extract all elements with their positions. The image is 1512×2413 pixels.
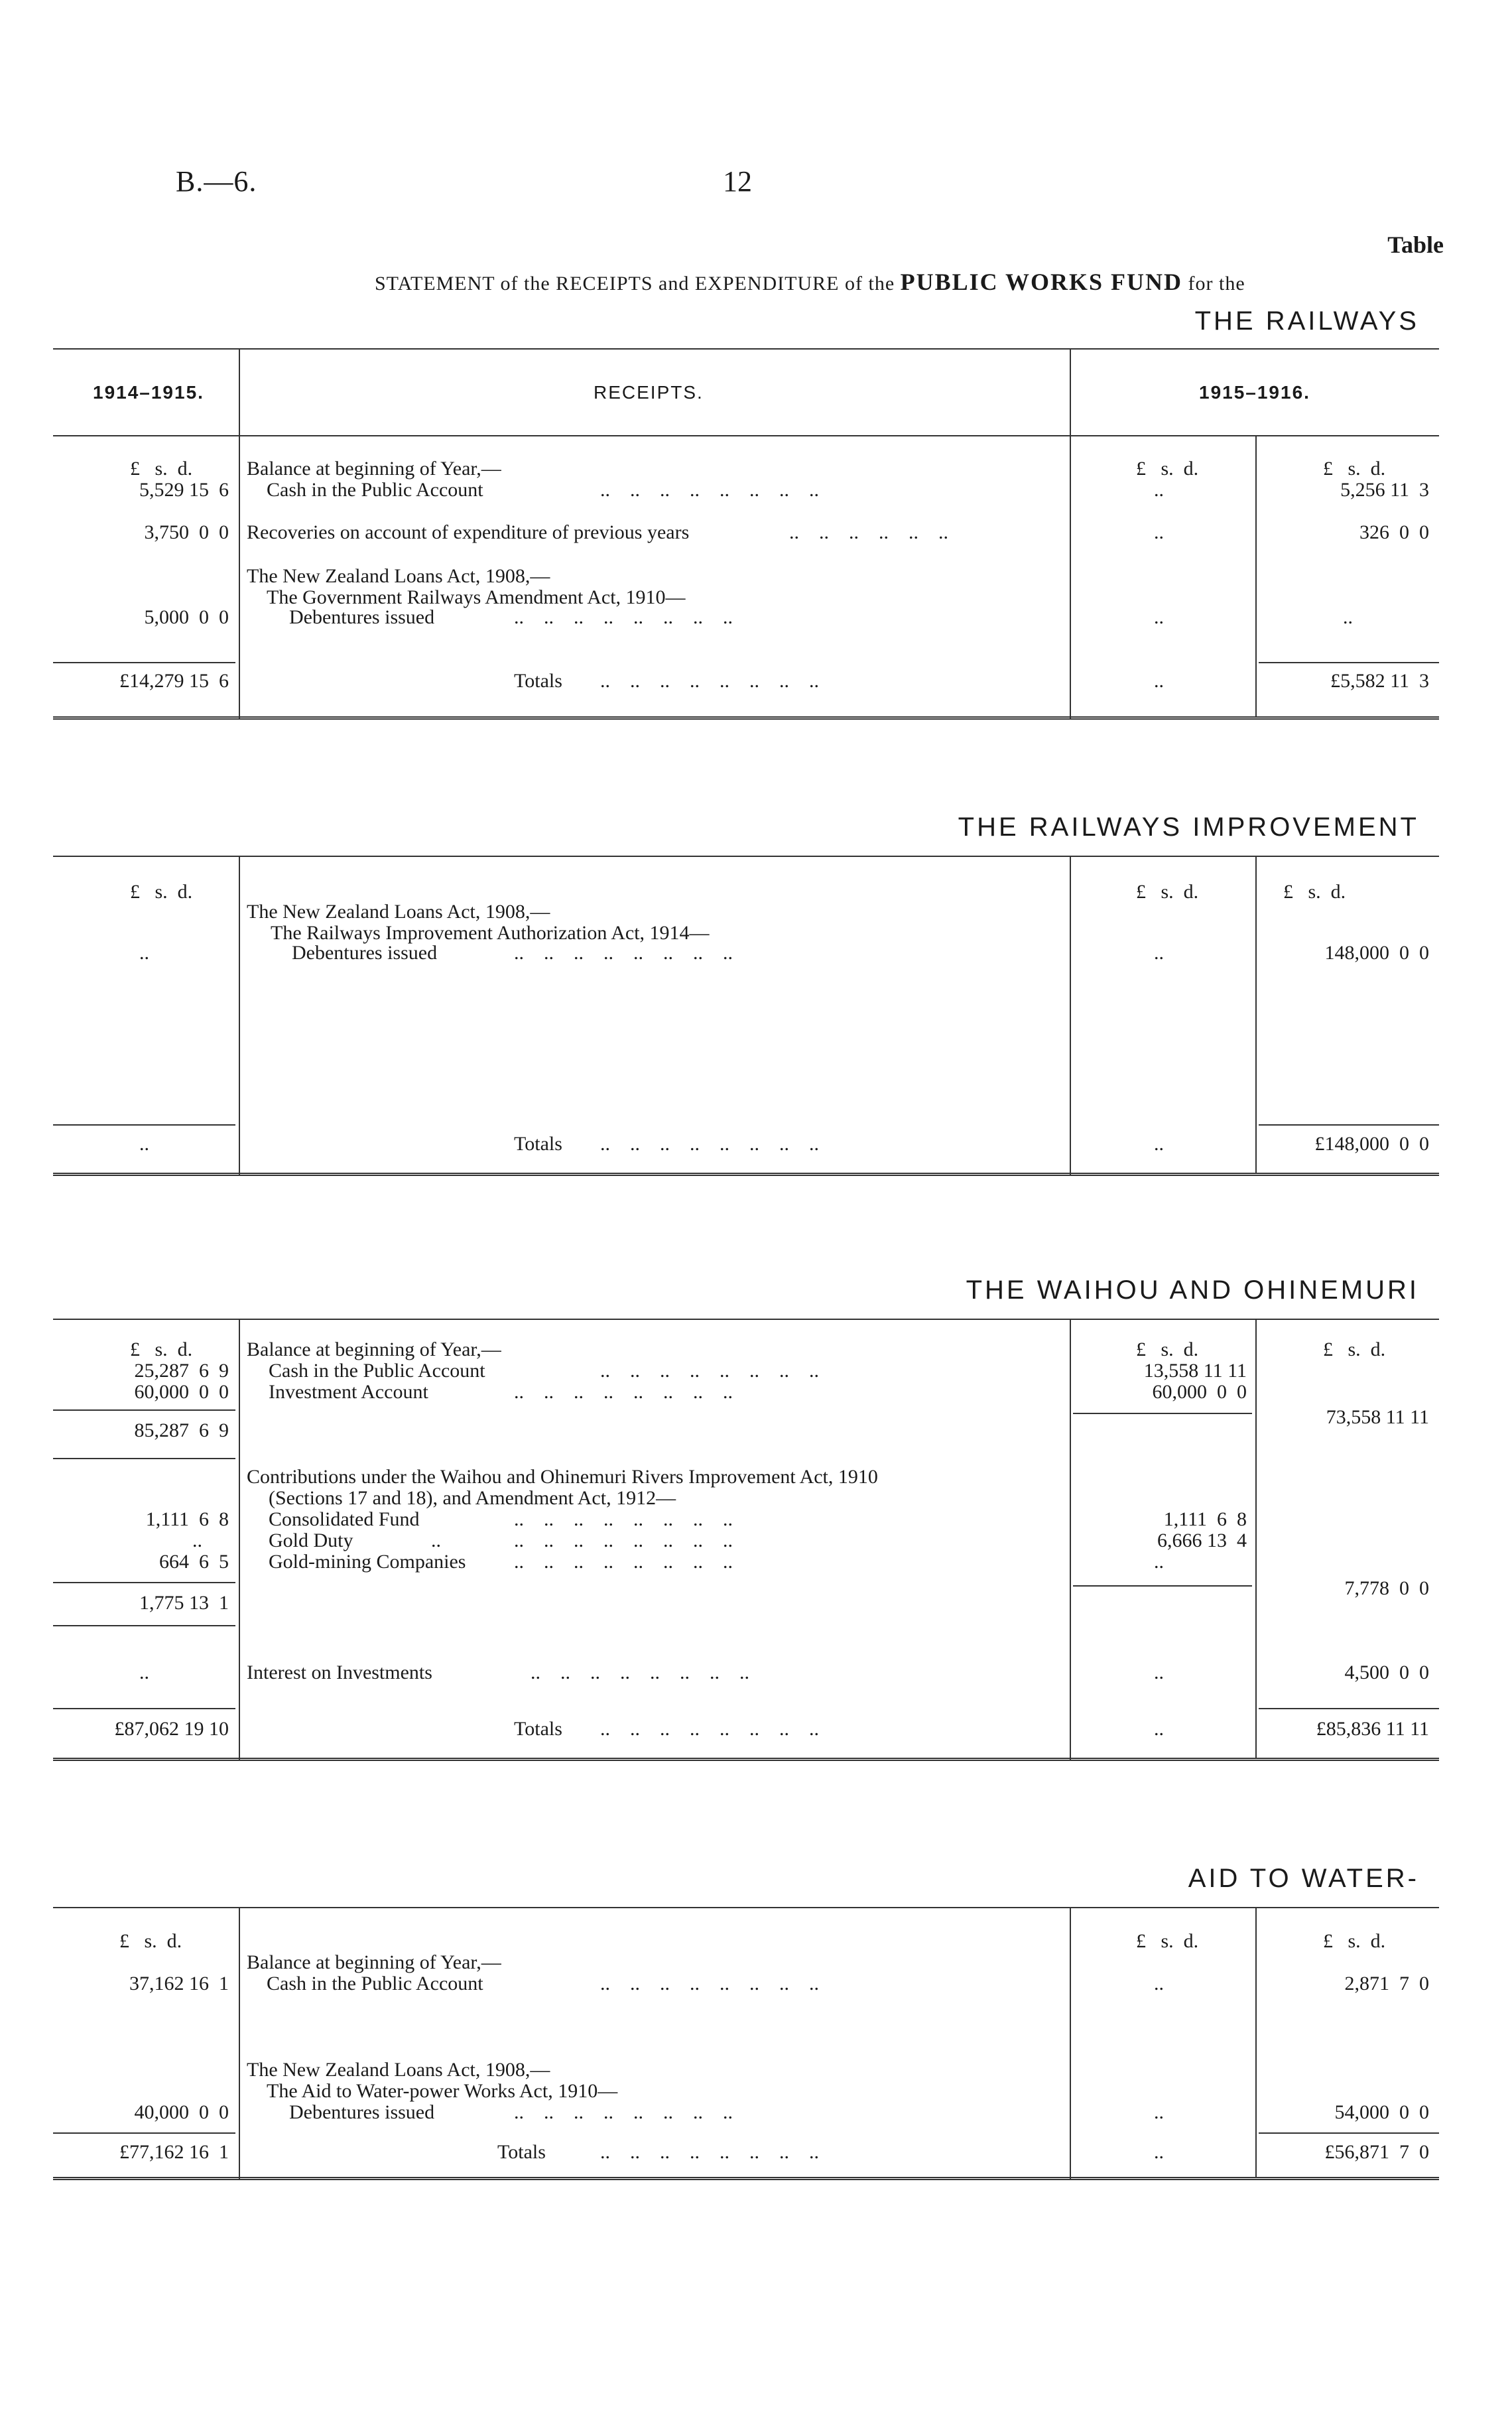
lsd-head: £ s. d. [1136,1930,1199,1952]
cash-right-value: 5,256 11 3 [1340,479,1429,501]
aid-act-label: The Aid to Water-power Works Act, 1910— [267,2080,618,2102]
rule [53,1907,1439,1908]
leader-dots: .. .. .. .. .. .. .. .. [531,1662,749,1683]
loans-act-label: The New Zealand Loans Act, 1908,— [247,901,550,923]
leader-dots: .. .. .. .. .. .. .. .. [514,1551,733,1573]
leader-dots: .. .. .. .. .. .. .. .. [514,942,733,964]
nil-dots: .. [1154,670,1164,692]
leader-dots: .. .. .. .. .. .. .. .. [600,479,819,501]
nil-dots: .. [1154,1662,1164,1683]
balance-label: Balance at beginning of Year,— [247,1338,501,1360]
rule [53,348,1439,350]
statement-suffix: for the [1188,273,1245,294]
gold-mining-companies-label: Gold-mining Companies [269,1551,466,1573]
recoveries-left-value: 3,750 0 0 [144,521,229,543]
nil-dots: .. [1154,1718,1164,1740]
cash-right-value: 2,871 7 0 [1344,1973,1429,1994]
leader-dots: .. .. .. .. .. .. .. .. [600,1718,819,1740]
statement-prefix: STATEMENT of the RECEIPTS and EXPENDITURE of the [375,273,895,294]
cash-left-value: 25,287 6 9 [134,1360,229,1382]
nil-dots: .. [192,1530,202,1551]
subtotal-rule [53,1458,235,1459]
lsd-head: £ s. d. [1136,1338,1199,1360]
subtotal-rule [53,2132,235,2134]
lsd-head: £ s. d. [130,881,193,903]
subtotal-rule [53,662,235,663]
column-divider [239,856,240,1176]
totals-label: Totals [514,670,562,692]
totals-label: Totals [514,1133,562,1155]
contrib-subtotal-right-value: 7,778 0 0 [1344,1577,1429,1599]
gold-duty-mid-value: 6,666 13 4 [1157,1530,1247,1551]
total-left-value: £87,062 19 10 [114,1718,229,1740]
fund-name: PUBLIC WORKS FUND [900,269,1183,295]
nil-dots: .. [1154,942,1164,964]
table-word: Table [1387,231,1444,258]
total-right-value: £148,000 0 0 [1314,1133,1429,1155]
leader-dots: .. .. .. .. .. .. .. .. [514,1381,733,1403]
companies-left-value: 664 6 5 [159,1551,229,1573]
year-right-head: 1915–1916. [1199,382,1310,403]
column-divider [1255,1319,1257,1758]
nil-dots: .. [1343,606,1353,628]
debentures-label: Debentures issued [289,606,435,628]
recoveries-right-value: 326 0 0 [1359,521,1429,543]
lsd-head: £ s. d. [130,1338,193,1360]
subtotal-rule [1259,2132,1439,2134]
column-divider [1070,1907,1071,2180]
leader-dots: .. .. .. .. .. .. .. .. [600,670,819,692]
investment-label: Investment Account [269,1381,428,1403]
total-left-value: £77,162 16 1 [119,2141,229,2163]
total-right-value: £85,836 11 11 [1316,1718,1429,1740]
nil-dots: .. [139,1662,149,1683]
nil-dots: .. [1154,521,1164,543]
investment-left-value: 60,000 0 0 [134,1381,229,1403]
contributions-label-2: (Sections 17 and 18), and Amendment Act, 1912— [269,1487,676,1509]
consolidated-left-value: 1,111 6 8 [145,1508,229,1530]
consolidated-fund-label: Consolidated Fund [269,1508,420,1530]
subtotal-rule [1259,1708,1439,1709]
column-divider [1255,856,1257,1173]
column-divider [239,348,240,720]
cash-mid-value: 13,558 11 11 [1143,1360,1247,1382]
loans-act-label: The New Zealand Loans Act, 1908,— [247,565,550,587]
leader-dots: .. .. .. .. .. .. .. .. [600,2141,819,2163]
rule [53,435,1439,436]
subtotal-rule [53,1708,235,1709]
leader-dots: .. .. .. .. .. .. .. .. [514,1508,733,1530]
subtotal-rule [1073,1585,1252,1587]
subtotal-left-value: 85,287 6 9 [134,1419,229,1441]
lsd-head: £ s. d. [1136,458,1199,480]
leader-dots: .. .. .. .. .. .. .. .. [514,1530,733,1551]
subtotal-rule [53,1409,235,1411]
lsd-head: £ s. d. [1323,458,1386,480]
lsd-head: £ s. d. [119,1930,182,1952]
debentures-label: Debentures issued [289,2101,435,2123]
nil-dots: .. [1154,479,1164,501]
leader-dots: .. [431,1530,441,1551]
leader-dots: .. .. .. .. .. .. .. .. [600,1133,819,1155]
recoveries-label: Recoveries on account of expenditure of previous years [247,521,690,543]
subtotal-right-value: 73,558 11 11 [1326,1406,1429,1428]
interest-label: Interest on Investments [247,1662,432,1683]
subtotal-rule [1259,662,1439,663]
rule [53,716,1439,720]
column-divider [1070,348,1071,720]
lsd-head: £ s. d. [1323,1338,1386,1360]
contributions-label: Contributions under the Waihou and Ohinemuri Rivers Improvement Act, 1910 [247,1466,878,1488]
section-title: THE RAILWAYS IMPROVEMENT [958,813,1419,842]
section-title: THE RAILWAYS [1194,306,1419,336]
debentures-right-value: 54,000 0 0 [1334,2101,1429,2123]
cash-label: Cash in the Public Account [269,1360,485,1382]
subtotal-rule [1073,1413,1252,1414]
authorization-act-label: The Railways Improvement Authorization Act, 1914— [271,922,710,944]
rule [53,856,1439,857]
nil-dots: .. [1154,1551,1164,1573]
investment-mid-value: 60,000 0 0 [1152,1381,1247,1403]
leader-dots: .. .. .. .. .. .. .. .. [600,1360,819,1382]
cash-left-value: 37,162 16 1 [129,1973,229,1994]
cash-label: Cash in the Public Account [267,479,483,501]
nil-dots: .. [1154,2101,1164,2123]
leader-dots: .. .. .. .. .. .. .. .. [600,1973,819,1994]
totals-label: Totals [497,2141,546,2163]
column-divider [1070,1319,1071,1761]
lsd-head: £ s. d. [130,458,193,480]
column-divider [1070,856,1071,1176]
column-divider [1255,1907,1257,2177]
year-left-head: 1914–1915. [93,382,204,403]
amendment-act-label: The Government Railways Amendment Act, 1910— [267,586,686,608]
totals-label: Totals [514,1718,562,1740]
cash-left-value: 5,529 15 6 [139,479,229,501]
receipts-head: RECEIPTS. [594,382,704,403]
contrib-subtotal-left-value: 1,775 13 1 [139,1592,229,1614]
debentures-left-value: 5,000 0 0 [144,606,229,628]
column-divider [1255,435,1257,716]
leader-dots: .. .. .. .. .. .. [789,521,948,543]
total-right-value: £5,582 11 3 [1330,670,1429,692]
nil-dots: .. [1154,1973,1164,1994]
subtotal-rule [1259,1124,1439,1126]
balance-label: Balance at beginning of Year,— [247,1951,501,1973]
gold-duty-label: Gold Duty [269,1530,353,1551]
balance-label: Balance at beginning of Year,— [247,458,501,480]
nil-dots: .. [1154,606,1164,628]
nil-dots: .. [1154,1133,1164,1155]
leader-dots: .. .. .. .. .. .. .. .. [514,606,733,628]
column-divider [239,1319,240,1761]
subtotal-rule [53,1625,235,1626]
loans-act-label: The New Zealand Loans Act, 1908,— [247,2059,550,2081]
document-code: B.—6. [176,165,257,198]
page-number: 12 [723,165,752,198]
rule [53,1173,1439,1176]
total-right-value: £56,871 7 0 [1324,2141,1429,2163]
debentures-right-value: 148,000 0 0 [1324,942,1429,964]
section-title: THE WAIHOU AND OHINEMURI [966,1275,1419,1305]
debentures-label: Debentures issued [292,942,438,964]
nil-dots: .. [1154,2141,1164,2163]
statement-title [375,268,1245,296]
section-title: AID TO WATER- [1188,1864,1419,1893]
cash-label: Cash in the Public Account [267,1973,483,1994]
lsd-head: £ s. d. [1323,1930,1386,1952]
nil-dots: .. [139,1133,149,1155]
lsd-head: £ s. d. [1136,881,1199,903]
rule [53,2177,1439,2180]
consolidated-mid-value: 1,111 6 8 [1163,1508,1247,1530]
column-divider [239,1907,240,2180]
rule [53,1758,1439,1761]
leader-dots: .. .. .. .. .. .. .. .. [514,2101,733,2123]
total-left-value: £14,279 15 6 [119,670,229,692]
subtotal-rule [53,1582,235,1583]
interest-right-value: 4,500 0 0 [1344,1662,1429,1683]
subtotal-rule [53,1124,235,1126]
nil-dots: .. [139,942,149,964]
rule [53,1319,1439,1320]
lsd-head: £ s. d. [1283,881,1346,903]
debentures-left-value: 40,000 0 0 [134,2101,229,2123]
